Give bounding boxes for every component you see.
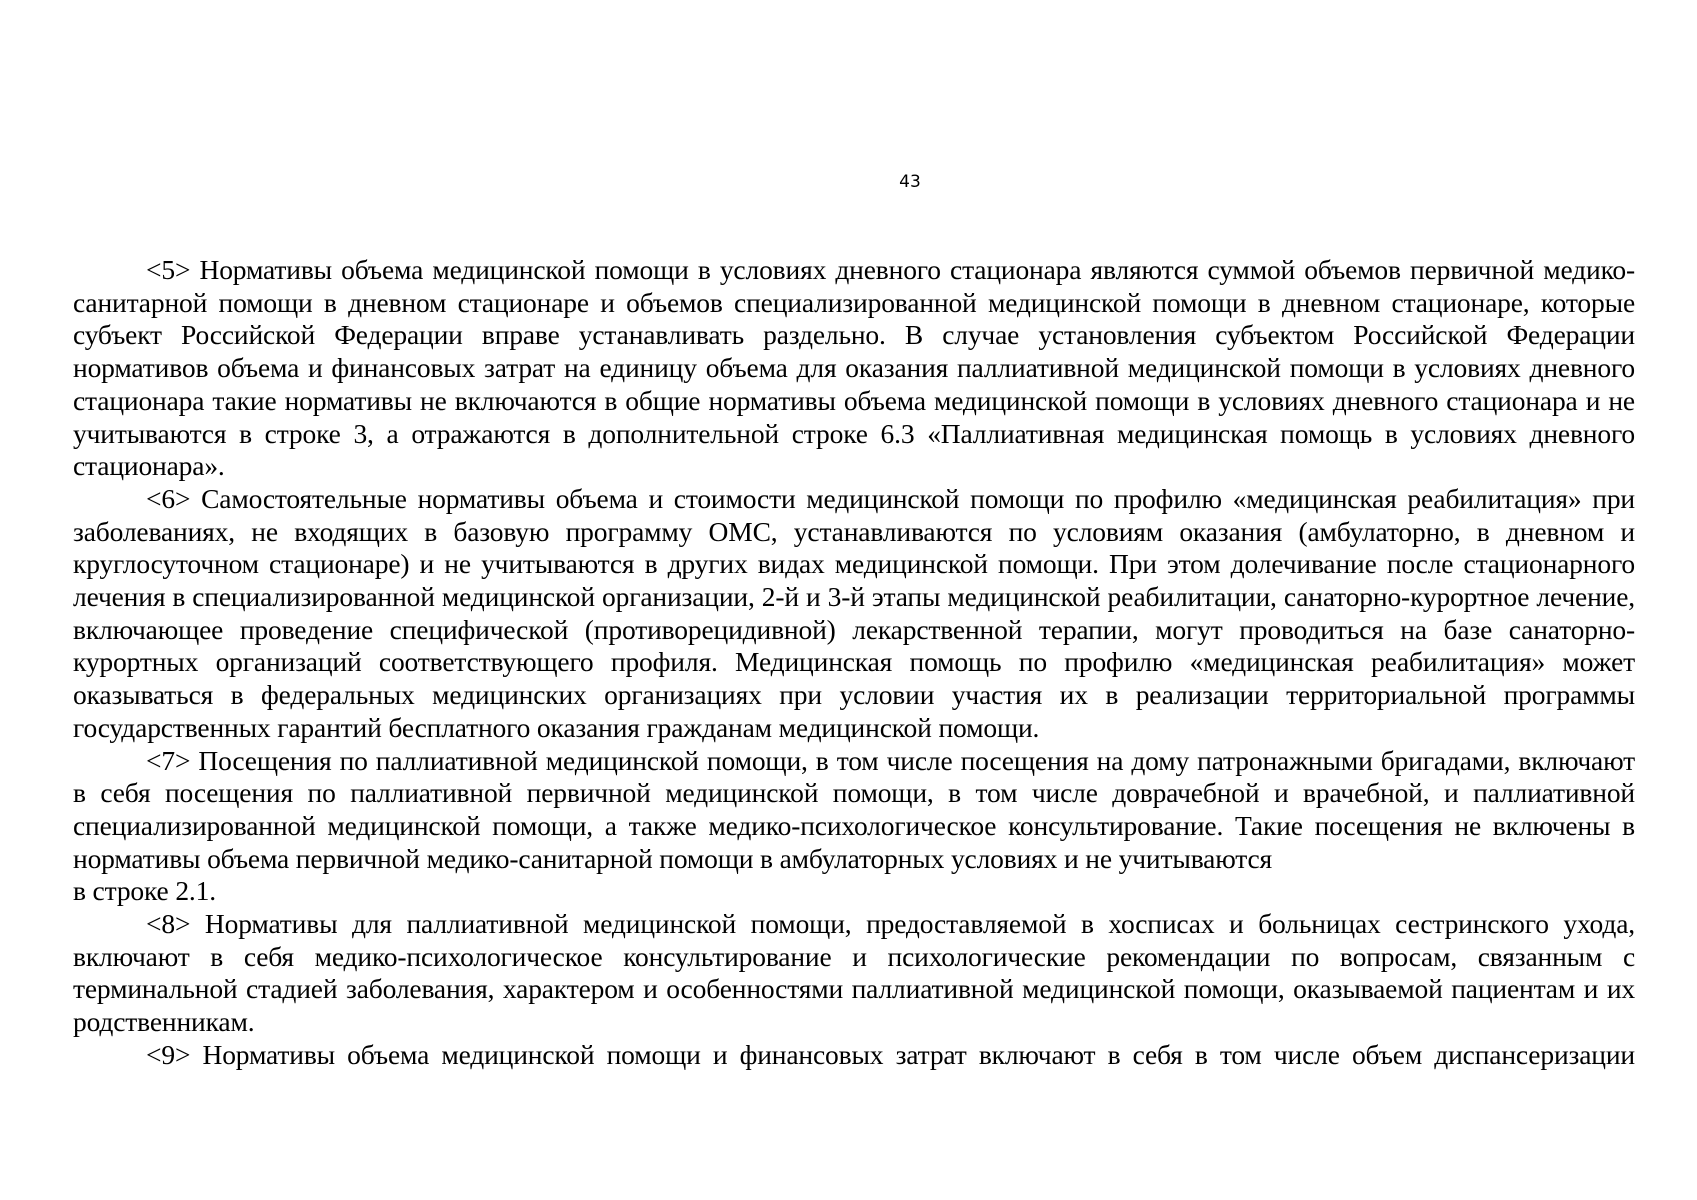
footnote-9: <9> Нормативы объема медицинской помощи и финансовых затрат включают в себя в том числе объем диспансеризации [146, 1038, 1635, 1070]
page-number: 43 [899, 172, 921, 192]
footnote-6: <6> Самостоятельные нормативы объема и стоимости медицинской помощи по профилю «медицинская реабилитация» при заболеваниях, не входящих в базовую программу ОМС, устанавливаются по условиям оказания (амбулаторно, в дневном и круглосуточном стационаре) и не учитываются в других видах медицинской помощи. При этом долечивание после стационарного лечения в специализированной медицинской организации, 2-й и 3-й этапы медицинской реабилитации, санаторно-курортное лечение, включающее проведение специфической (противорецидивной) лекарственной терапии, могут проводиться на базе санаторно-курортных организаций соответствующего профиля. Медицинская помощь по профилю «медицинская реабилитация» может оказываться в федеральных медицинских организациях при условии участия их в реализации территориальной программы государственных гарантий бесплатного оказания гражданам медицинской помощи. [73, 482, 1635, 743]
footnote-7: <7> Посещения по паллиативной медицинской помощи, в том числе посещения на дому патронажными бригадами, включают в себя посещения по паллиативной первичной медицинской помощи, в том числе доврачебной и врачебной, и паллиативной специализированной медицинской помощи, а также медико-психологическое консультирование. Такие посещения не включены в нормативы объема первичной медико-санитарной помощи в амбулаторных условиях и не учитываются [73, 744, 1635, 874]
footnote-8: <8> Нормативы для паллиативной медицинской помощи, предоставляемой в хосписах и больницах сестринского ухода, включают в себя медико-психологическое консультирование и психологические рекомендации по вопросам, связанным с терминальной стадией заболевания, характером и особенностями паллиативной медицинской помощи, оказываемой пациентам и их родственникам. [73, 908, 1635, 1038]
document-body [73, 254, 1635, 1072]
footnote-7-continuation: в строке 2.1. [73, 875, 216, 907]
footnote-5: <5> Нормативы объема медицинской помощи в условиях дневного стационара являются суммой объемов первичной медико-санитарной помощи в дневном стационаре и объемов специализированной медицинской помощи в дневном стационаре, которые субъект Российской Федерации вправе устанавливать раздельно. В случае установления субъектом Российской Федерации нормативов объема и финансовых затрат на единицу объема для оказания паллиативной медицинской помощи в условиях дневного стационара такие нормативы не включаются в общие нормативы объема медицинской помощи в условиях дневного стационара и не учитываются в строке 3, а отражаются в дополнительной строке 6.3 «Паллиативная медицинская помощь в условиях дневного стационара». [73, 254, 1635, 482]
